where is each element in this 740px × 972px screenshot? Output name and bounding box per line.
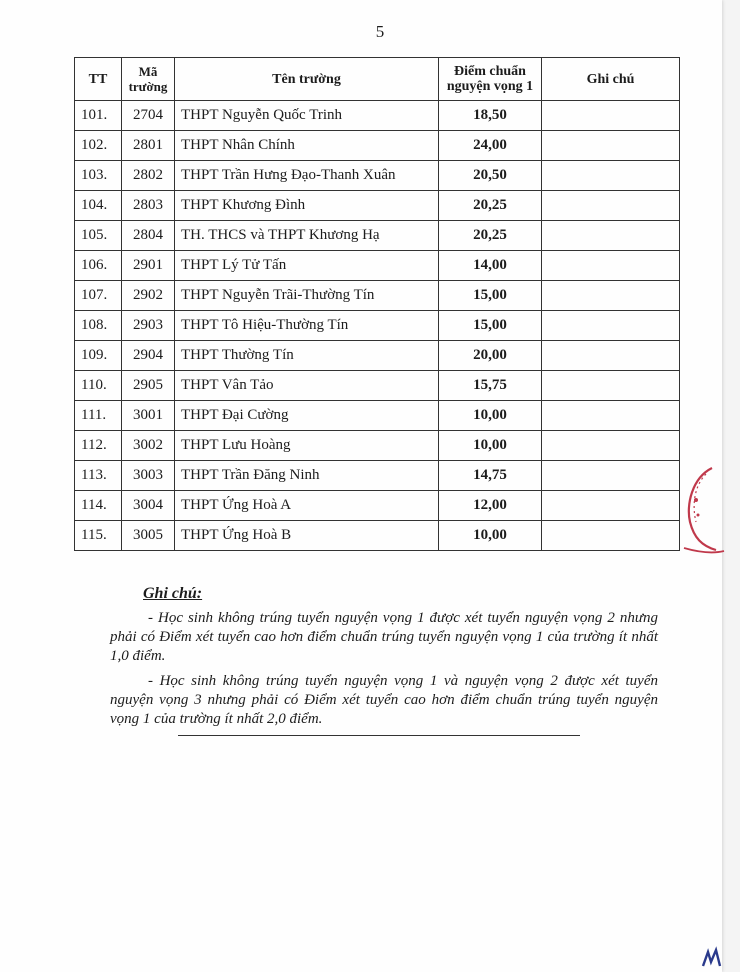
cell-cutoff-score: 20,00 <box>439 341 542 371</box>
table-row <box>75 131 680 161</box>
note-item-2: - Học sinh không trúng tuyển nguyện vọng 1 và nguyện vọng 2 được xét tuyển nguyện vọng 3 nhưng phải có Điểm xét tuyển cao hơn điểm chuẩn trúng tuyển nguyện vọng 1 của trường ít nhất 2,0 điểm. <box>110 673 658 727</box>
cell-school-name: THPT Khương Đình <box>175 191 439 221</box>
cell-note <box>542 161 680 191</box>
cell-school-name: THPT Nhân Chính <box>175 131 439 161</box>
cell-tt: 102. <box>75 131 122 161</box>
cell-note <box>542 101 680 131</box>
admission-scores-table <box>74 57 680 551</box>
cell-school-name: THPT Trần Hưng Đạo-Thanh Xuân <box>175 161 439 191</box>
cell-tt: 115. <box>75 521 122 551</box>
cell-school-code: 3001 <box>122 401 175 431</box>
cell-note <box>542 281 680 311</box>
cell-note <box>542 371 680 401</box>
table-row <box>75 521 680 551</box>
cell-school-code: 2905 <box>122 371 175 401</box>
cell-cutoff-score: 15,75 <box>439 371 542 401</box>
cell-school-name: THPT Thường Tín <box>175 341 439 371</box>
header-cutoff-score-line2: nguyện vọng 1 <box>446 79 534 94</box>
cell-tt: 105. <box>75 221 122 251</box>
cell-school-code: 3002 <box>122 431 175 461</box>
cell-school-code: 3005 <box>122 521 175 551</box>
cell-cutoff-score: 12,00 <box>439 491 542 521</box>
cell-note <box>542 401 680 431</box>
cell-cutoff-score: 20,50 <box>439 161 542 191</box>
cell-note <box>542 131 680 161</box>
cell-school-code: 2801 <box>122 131 175 161</box>
cell-tt: 111. <box>75 401 122 431</box>
header-school-code-line2: trường <box>128 79 168 94</box>
cell-cutoff-score: 24,00 <box>439 131 542 161</box>
table-row <box>75 491 680 521</box>
official-seal-icon <box>672 460 732 560</box>
header-cutoff-score-line1: Điểm chuẩn <box>454 64 526 79</box>
end-divider <box>178 735 580 736</box>
cell-cutoff-score: 14,75 <box>439 461 542 491</box>
cell-note <box>542 221 680 251</box>
cell-school-name: THPT Trần Đăng Ninh <box>175 461 439 491</box>
table-row <box>75 191 680 221</box>
cell-school-code: 3004 <box>122 491 175 521</box>
cell-school-code: 3003 <box>122 461 175 491</box>
cell-note <box>542 461 680 491</box>
cell-school-name: THPT Vân Tảo <box>175 371 439 401</box>
cell-cutoff-score: 10,00 <box>439 431 542 461</box>
cell-tt: 112. <box>75 431 122 461</box>
cell-school-code: 2901 <box>122 251 175 281</box>
cell-tt: 106. <box>75 251 122 281</box>
notes-section <box>110 584 658 735</box>
cell-tt: 101. <box>75 101 122 131</box>
cell-cutoff-score: 10,00 <box>439 521 542 551</box>
cell-tt: 110. <box>75 371 122 401</box>
header-school-code-line1: Mã <box>138 64 158 79</box>
cell-tt: 108. <box>75 311 122 341</box>
cell-school-name: THPT Lưu Hoàng <box>175 431 439 461</box>
table-row <box>75 431 680 461</box>
cell-note <box>542 341 680 371</box>
cell-tt: 107. <box>75 281 122 311</box>
cell-school-code: 2803 <box>122 191 175 221</box>
header-school-code <box>122 58 175 101</box>
cell-cutoff-score: 15,00 <box>439 311 542 341</box>
page-number: 5 <box>375 22 385 41</box>
cell-note <box>542 191 680 221</box>
cell-tt: 113. <box>75 461 122 491</box>
cell-school-name: THPT Nguyễn Trãi-Thường Tín <box>175 281 439 311</box>
cell-note <box>542 521 680 551</box>
cell-cutoff-score: 10,00 <box>439 401 542 431</box>
table-row <box>75 461 680 491</box>
cell-school-name: THPT Nguyễn Quốc Trinh <box>175 101 439 131</box>
table-row <box>75 281 680 311</box>
header-school-name: Tên trường <box>175 58 439 101</box>
cell-school-name: THPT Lý Tử Tấn <box>175 251 439 281</box>
cell-school-code: 2704 <box>122 101 175 131</box>
note-item-1: - Học sinh không trúng tuyển nguyện vọng 1 được xét tuyển nguyện vọng 2 nhưng phải có Điểm xét tuyển cao hơn điểm chuẩn trúng tuyển nguyện vọng 1 của trường ít nhất 1,0 điểm. <box>110 610 658 664</box>
cell-school-name: THPT Ứng Hoà B <box>175 521 439 551</box>
signature-mark-icon <box>700 946 724 970</box>
cell-note <box>542 251 680 281</box>
header-note: Ghi chú <box>542 58 680 101</box>
table-row <box>75 101 680 131</box>
table-row <box>75 161 680 191</box>
cell-school-code: 2804 <box>122 221 175 251</box>
cell-school-code: 2903 <box>122 311 175 341</box>
cell-tt: 104. <box>75 191 122 221</box>
table-row <box>75 221 680 251</box>
table-row <box>75 311 680 341</box>
table-row <box>75 371 680 401</box>
cell-cutoff-score: 20,25 <box>439 221 542 251</box>
cell-cutoff-score: 14,00 <box>439 251 542 281</box>
cell-cutoff-score: 18,50 <box>439 101 542 131</box>
cell-school-code: 2802 <box>122 161 175 191</box>
cell-note <box>542 311 680 341</box>
cell-school-name: THPT Đại Cường <box>175 401 439 431</box>
cell-tt: 109. <box>75 341 122 371</box>
cell-note <box>542 431 680 461</box>
header-cutoff-score <box>439 58 542 101</box>
cell-cutoff-score: 15,00 <box>439 281 542 311</box>
notes-title: Ghi chú: <box>143 585 203 602</box>
header-tt: TT <box>75 58 122 101</box>
cell-note <box>542 491 680 521</box>
table-header-row <box>75 58 680 101</box>
table-row <box>75 341 680 371</box>
cell-tt: 114. <box>75 491 122 521</box>
cell-tt: 103. <box>75 161 122 191</box>
cell-school-code: 2902 <box>122 281 175 311</box>
cell-cutoff-score: 20,25 <box>439 191 542 221</box>
table-row <box>75 251 680 281</box>
cell-school-name: THPT Tô Hiệu-Thường Tín <box>175 311 439 341</box>
cell-school-name: TH. THCS và THPT Khương Hạ <box>175 221 439 251</box>
table-row <box>75 401 680 431</box>
cell-school-code: 2904 <box>122 341 175 371</box>
cell-school-name: THPT Ứng Hoà A <box>175 491 439 521</box>
